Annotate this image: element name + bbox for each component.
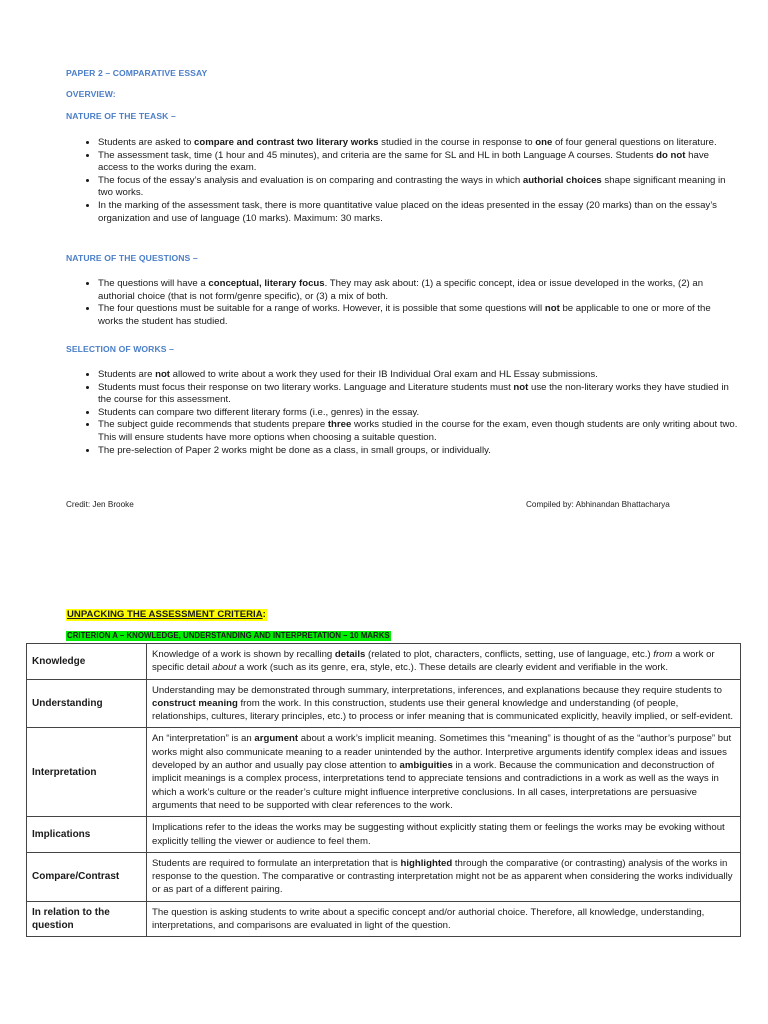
bullet-item [98,407,738,420]
unpacking-heading [66,609,267,621]
text-run: The questions will have a [98,278,209,289]
criteria-description [147,817,741,853]
criteria-description [147,901,741,937]
text-run: Students must focus their response on two literary works. Language and Literature students must [98,381,514,393]
text-run: The assessment task, time (1 hour and 45 minutes), and criteria are the same for SL and HL in both Language A courses. Students [98,149,657,161]
selection-heading: SELECTION OF WORKS – [66,344,174,354]
text-run: An “interpretation” is an [152,733,255,745]
questions-heading: NATURE OF THE QUESTIONS – [66,253,198,263]
criteria-row [27,901,741,937]
italic-text: from [653,649,673,660]
text-run: Knowledge of a work is shown by recalling [152,649,335,660]
text-run: . They may ask about: (1) a specific concept, idea or issue developed in the works, (2) an authorial choice (that is not form/genre specific), or (3) a mix of both. [98,278,704,302]
criteria-description [147,852,741,901]
criteria-table [26,643,741,937]
bold-text: argument [254,733,299,745]
bold-text: not [513,381,529,393]
bold-text: compare and contrast two literary works [194,137,379,148]
text-run: use the non-literary works they have studied in the course for this assessment. [98,381,729,406]
bullet-item [98,175,738,200]
text-run: The question is asking students to write about a specific concept and/or authorial choice. Therefore, all knowledge, understanding, interpretations, and comparisons are evaluated in light of the question. [152,906,705,932]
criteria-term: Understanding [27,679,147,728]
text-run: Students are [98,369,156,380]
bold-text: ambiguities [399,760,453,772]
text-run: from the work. In this construction, students use their general knowledge and understanding (of people, relationships, cultures, literary principles, etc.) to process or infer meaning that is communicated explicitly, heavily implied, or self-evident. [152,697,734,723]
bold-text: construct meaning [152,697,238,709]
bold-text: not [155,369,170,380]
task-list [80,137,738,225]
criteria-term: In relation to the question [27,901,147,937]
text-run: works studied in the course for the exam, even though students are only writing about two. This will ensure students have more options when choosing a suitable question. [98,419,738,443]
text-run: The four questions must be suitable for a range of works. However, it is possible that some questions will [98,303,545,315]
criteria-term: Interpretation [27,728,147,817]
text-run: Implications refer to the ideas the works may be suggesting without explicitly stating them or feelings the works may be evoking without explicitly telling the viewer or audience to feel them. [152,822,725,847]
credit-text: Credit: Jen Brooke [66,500,134,509]
text-run: In the marking of the assessment task, there is more quantitative value placed on the ideas presented in the essay (20 marks) than on the essay’s organization and use of language (10 marks). Maximum: 30 marks. [98,199,717,224]
selection-list [80,369,738,457]
task-heading: NATURE OF THE TEASK – [66,111,176,121]
text-run: have access to the works during the exam. [98,149,709,174]
overview-heading: OVERVIEW: [66,89,116,99]
text-run: The focus of the essay’s analysis and evaluation is on comparing and contrasting the ways in which [98,174,523,186]
unpacking-heading-text: UNPACKING THE ASSESSMENT CRITERIA [67,609,263,620]
text-run: The subject guide recommends that students prepare [98,419,328,431]
bold-text: one [535,137,553,148]
criteria-description [147,679,741,728]
text-run: in a work. Because the communication and deconstruction of implicit meanings is a complex process, interpretations tend to appreciate tensions and contradictions in a work as well as the ways in which a work’s culture or the reader’s culture might influence interpretive conclusions. In all cases, interpretations are persuasive arguments that need to be supported with clear references to the work. [152,760,719,811]
text-run: shape significant meaning in two works. [98,174,726,199]
questions-list [80,278,738,328]
bold-text: not [544,303,560,315]
bold-text: do not [656,149,686,161]
text-run: Students are asked to [98,137,194,148]
text-run: studied in the course in response to [378,137,536,148]
text-run: Students are required to formulate an interpretation that is [152,857,401,869]
bullet-item [98,303,738,328]
text-run: of four general questions on literature. [552,137,717,148]
bold-text: authorial choices [522,174,602,186]
criteria-row [27,644,741,680]
text-run: a work (such as its genre, era, style, etc.). These details are clearly evident and verifiable in the work. [236,662,669,674]
text-run: through the comparative (or contrasting) analysis of the works in response to the question. The comparative or contrasting interpretation might not be as apparent when considering the works individually or as part of a different pairing. [152,857,733,896]
criteria-term: Knowledge [27,644,147,680]
criteria-row [27,679,741,728]
bullet-item [98,278,738,303]
criteria-row [27,817,741,853]
bullet-item [98,382,738,407]
text-run: be applicable to one or more of the works the student has studied. [98,303,711,327]
bullet-item [98,150,738,175]
italic-text: about [212,662,237,674]
criteria-term: Implications [27,817,147,853]
criterion-a-heading: CRITERION A – KNOWLEDGE, UNDERSTANDING AND INTERPRETATION – 10 MARKS [67,631,390,640]
text-run: Students can compare two different literary forms (i.e., genres) in the essay. [98,406,420,418]
criteria-description [147,728,741,817]
text-run: The pre-selection of Paper 2 works might be done as a class, in small groups, or individually. [98,444,491,456]
criteria-description [147,644,741,680]
text-run: Understanding may be demonstrated through summary, interpretations, inferences, and explanations because they require students to [152,684,722,696]
bullet-item [98,369,738,382]
bold-text: highlighted [400,857,453,869]
criteria-row [27,852,741,901]
compiled-text: Compiled by: Abhinandan Bhattacharya [526,500,670,509]
bullet-item [98,419,738,444]
text-run: allowed to write about a work they used for their IB Individual Oral exam and HL Essay submissions. [170,369,598,380]
bold-text: conceptual, literary focus [208,278,325,289]
bullet-item [98,445,738,458]
unpacking-colon: : [262,609,266,620]
bullet-item [98,137,738,150]
bold-text: three [327,419,352,431]
text-run: a work or specific detail [152,649,715,674]
paper-title: PAPER 2 – COMPARATIVE ESSAY [66,68,208,78]
bold-text: details [334,649,366,660]
criteria-term: Compare/Contrast [27,852,147,901]
criteria-row [27,728,741,817]
bullet-item [98,200,738,225]
text-run: about a work’s implicit meaning. Sometimes this “meaning” is thought of as the “author’s purpose” but works might also communicate meaning to a reader unintended by the author. Interpretive arguments identify complex ideas and issues developed by an author and usually pay close attention to [152,733,732,772]
text-run: (related to plot, characters, conflicts, setting, use of language, etc.) [365,649,654,660]
